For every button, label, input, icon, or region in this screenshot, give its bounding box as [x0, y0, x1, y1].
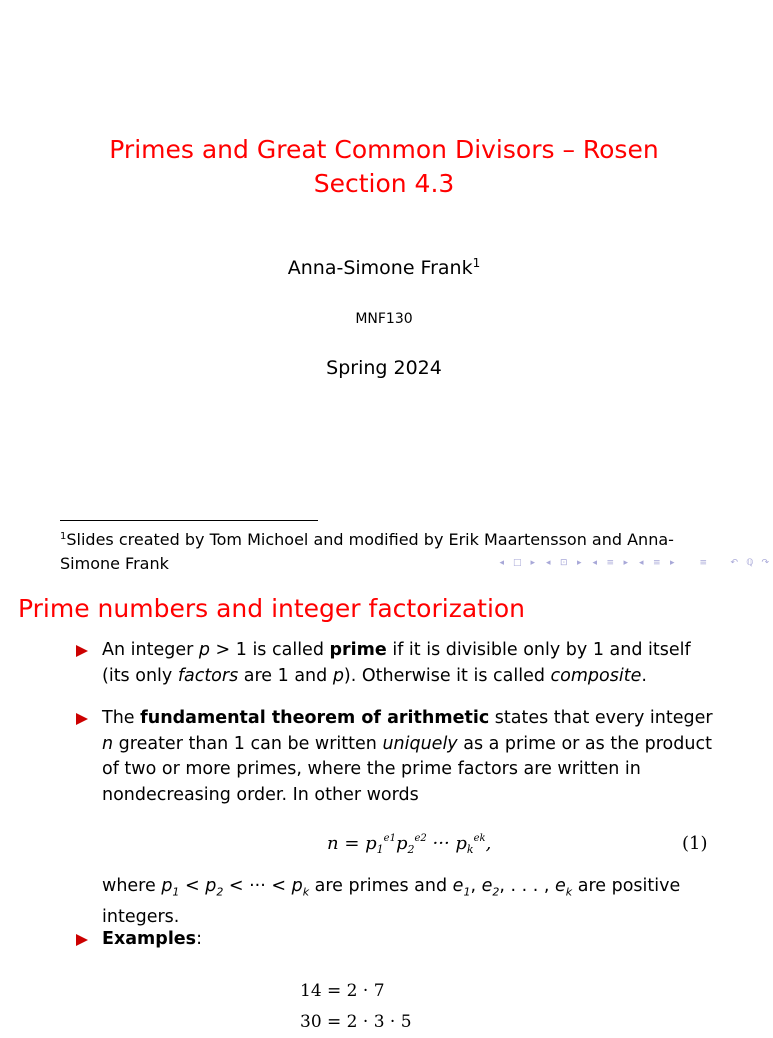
presentation-title: [0, 133, 768, 201]
nav-prev-slide-icon[interactable]: ◂: [494, 556, 510, 570]
footnote-mark: 1: [60, 531, 66, 542]
examples-list: [300, 976, 412, 1038]
author: [0, 256, 768, 279]
nav-frame-icon[interactable]: ⊡: [556, 556, 572, 570]
nav-next-section-icon[interactable]: ▸: [665, 556, 681, 570]
nav-subsection-icon[interactable]: ≡: [603, 556, 619, 570]
example-item: 14 = 2 · 7: [300, 976, 412, 1007]
equation-formula: $n = p_1^{e1}p_2^{e2}$ ··· $p_k^{ek}$,: [327, 833, 491, 856]
course-code: MNF130: [0, 311, 768, 327]
term: Spring 2024: [0, 357, 768, 379]
bullet-arrow-icon: [76, 713, 88, 725]
nav-search-icon[interactable]: ℚ: [742, 556, 758, 570]
example-item: 30 = 2 · 3 · 5: [300, 1007, 412, 1038]
bullet-examples: [76, 927, 716, 953]
nav-prev-frame-icon[interactable]: ◂: [541, 556, 557, 570]
bullet-fundamental-theorem: [76, 706, 716, 808]
title-line-2: Section 4.3: [0, 167, 768, 201]
equation-number: (1): [682, 833, 708, 854]
nav-forward-icon[interactable]: ↷: [758, 556, 773, 570]
beamer-navigation[interactable]: [494, 556, 773, 570]
nav-section-icon[interactable]: ≡: [649, 556, 665, 570]
bullet-arrow-icon: [76, 934, 88, 946]
author-name: Anna-Simone Frank: [288, 257, 473, 279]
title-line-1: Primes and Great Common Divisors – Rosen: [0, 133, 768, 167]
bullet-text: The fundamental theorem of arithmetic states that every integer n greater than 1 can be written uniquely as a prime or as the product of two or more primes, where the prime factors are written in nondecreasing order. In other words: [102, 706, 716, 808]
bullet-text: An integer p > 1 is called prime if it is divisible only by 1 and itself (its only factors are 1 and p). Otherwise it is called composite.: [102, 638, 716, 689]
nav-next-subsection-icon[interactable]: ▸: [618, 556, 634, 570]
nav-next-frame-icon[interactable]: ▸: [572, 556, 588, 570]
bullet-text: Examples:: [102, 927, 716, 953]
nav-prev-subsection-icon[interactable]: ◂: [587, 556, 603, 570]
where-clause: where $p_1 < p_2$ < ··· < $p_k$ are primes and $e_1$, $e_2$, . . . , $e_k$ are positive integers.: [102, 874, 722, 931]
bullet-prime-definition: [76, 638, 716, 689]
nav-back-icon[interactable]: ↶: [727, 556, 743, 570]
nav-prev-section-icon[interactable]: ◂: [634, 556, 650, 570]
nav-slide-icon[interactable]: □: [510, 556, 526, 570]
footnote-text: Slides created by Tom Michoel and modified by Erik Maartensson and Anna-Simone Frank: [60, 530, 674, 573]
bullet-arrow-icon: [76, 645, 88, 657]
author-footnote-mark: 1: [473, 256, 481, 270]
nav-next-slide-icon[interactable]: ▸: [525, 556, 541, 570]
frame-title: Prime numbers and integer factorization: [18, 594, 525, 623]
content-slide: [0, 576, 768, 1024]
nav-document-icon[interactable]: ≡: [696, 556, 712, 570]
footnote-rule: [60, 520, 318, 521]
